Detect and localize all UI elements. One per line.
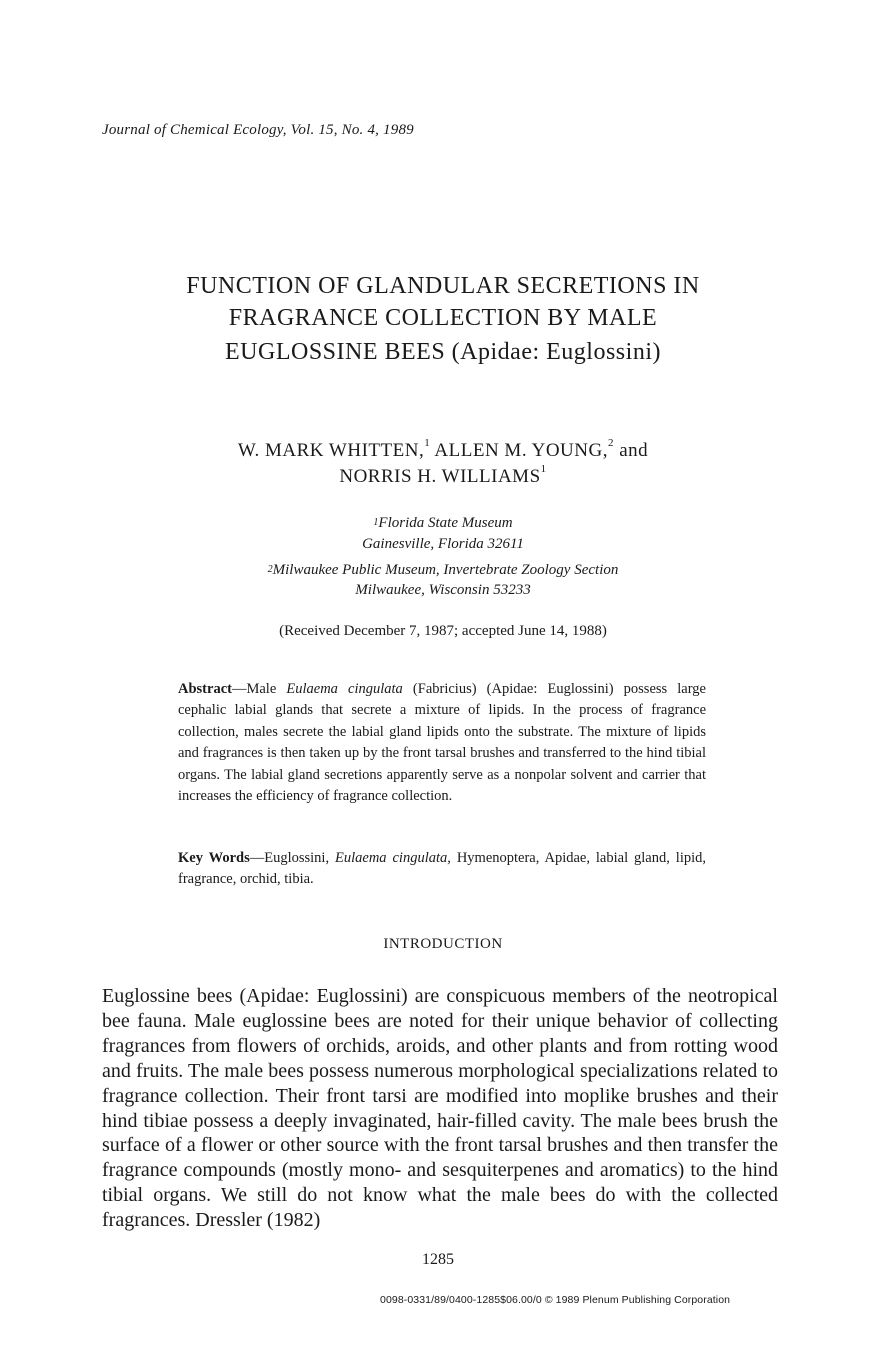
authors-line-2 — [0, 463, 886, 488]
article-title-line-2: FRAGRANCE COLLECTION BY MALE — [228, 305, 658, 331]
author-conjunction: and — [613, 440, 649, 461]
keywords — [178, 848, 706, 891]
keywords-species: Eulaema cingulata, — [335, 850, 451, 866]
affiliation-2-name: Milwaukee Public Museum, Invertebrate Zoology Section — [272, 562, 619, 578]
keywords-text: Hymenoptera, Apidae, labial gland, lipid, fragrance, orchid, tibia. — [178, 850, 707, 888]
keywords-label: Key Words — [178, 850, 250, 866]
affiliation-1-line-2: Gainesville, Florida 32611 — [362, 536, 524, 552]
keywords-dash: —Euglossini, — [249, 850, 336, 866]
introduction-paragraph: Euglossine bees (Apidae: Euglossini) are conspicuous members of the neotropical bee fauna. Male euglossine bees are noted for their unique behavior of collecting fragrances from flowers of orchids, aroids, and other plants and from rotting wood and fruits. The male bees possess numerous morphological specializations related to fragrance collection. Their front tarsi are modified into moplike brushes and their hind tibiae possess a deeply invaginated, hair-filled cavity. The male bees brush the surface of a flower or other source with the front tarsal brushes and then transfer the fragrance compounds (mostly mono- and sesquiterpenes and aromatics) to the hind tibial organs. We still do not know what the male bees do with the collected fragrances. Dressler (1982) — [102, 985, 778, 1232]
abstract-text: (Fabricius) (Apidae: Euglossini) possess large cephalic labial glands that secrete a mixture of lipids. In the process of fragrance collection, males secrete the labial gland lipids onto the substrate. The mixture of lipids and fragrances is then taken up by the front tarsal brushes and transferred to the hind tibial organs. The labial gland secretions apparently serve as a nonpolar solvent and carrier that increases the efficiency of fragrance collection. — [178, 681, 706, 805]
copyright-footer: 0098-0331/89/0400-1285$06.00/0 © 1989 Plenum Publishing Corporation — [380, 1294, 731, 1306]
affiliation-1-line-1 — [0, 514, 886, 533]
author-affiliation-marker: 1 — [540, 463, 547, 475]
affiliation-2-line-1 — [0, 561, 886, 580]
received-dates: (Received December 7, 1987; accepted June 14, 1988) — [279, 623, 607, 639]
author-affiliation-marker: 2 — [607, 437, 614, 449]
article-title-line-3: EUGLOSSINE BEES (Apidae: Euglossini) — [225, 339, 661, 365]
affiliation-marker: 1 — [373, 517, 379, 528]
author-young: ALLEN M. YOUNG, — [430, 440, 608, 461]
abstract — [178, 679, 706, 807]
article-title-line-1: FUNCTION OF GLANDULAR SECRETIONS IN — [186, 273, 700, 299]
section-heading-introduction: INTRODUCTION — [383, 936, 503, 952]
affiliation-1-name: Florida State Museum — [378, 515, 513, 531]
affiliation-marker: 2 — [267, 564, 273, 575]
journal-citation: Journal of Chemical Ecology, Vol. 15, No. 4, 1989 — [102, 122, 414, 138]
abstract-label: Abstract — [178, 681, 232, 697]
author-williams: NORRIS H. WILLIAMS — [339, 466, 541, 487]
affiliation-2-line-2: Milwaukee, Wisconsin 53233 — [355, 582, 531, 598]
authors-line-1 — [0, 437, 886, 462]
author-affiliation-marker: 1 — [424, 437, 431, 449]
abstract-species: Eulaema cingulata — [286, 681, 403, 697]
page-number: 1285 — [422, 1251, 454, 1268]
author-whitten: W. MARK WHITTEN, — [237, 440, 425, 461]
abstract-dash: —Male — [231, 681, 287, 697]
